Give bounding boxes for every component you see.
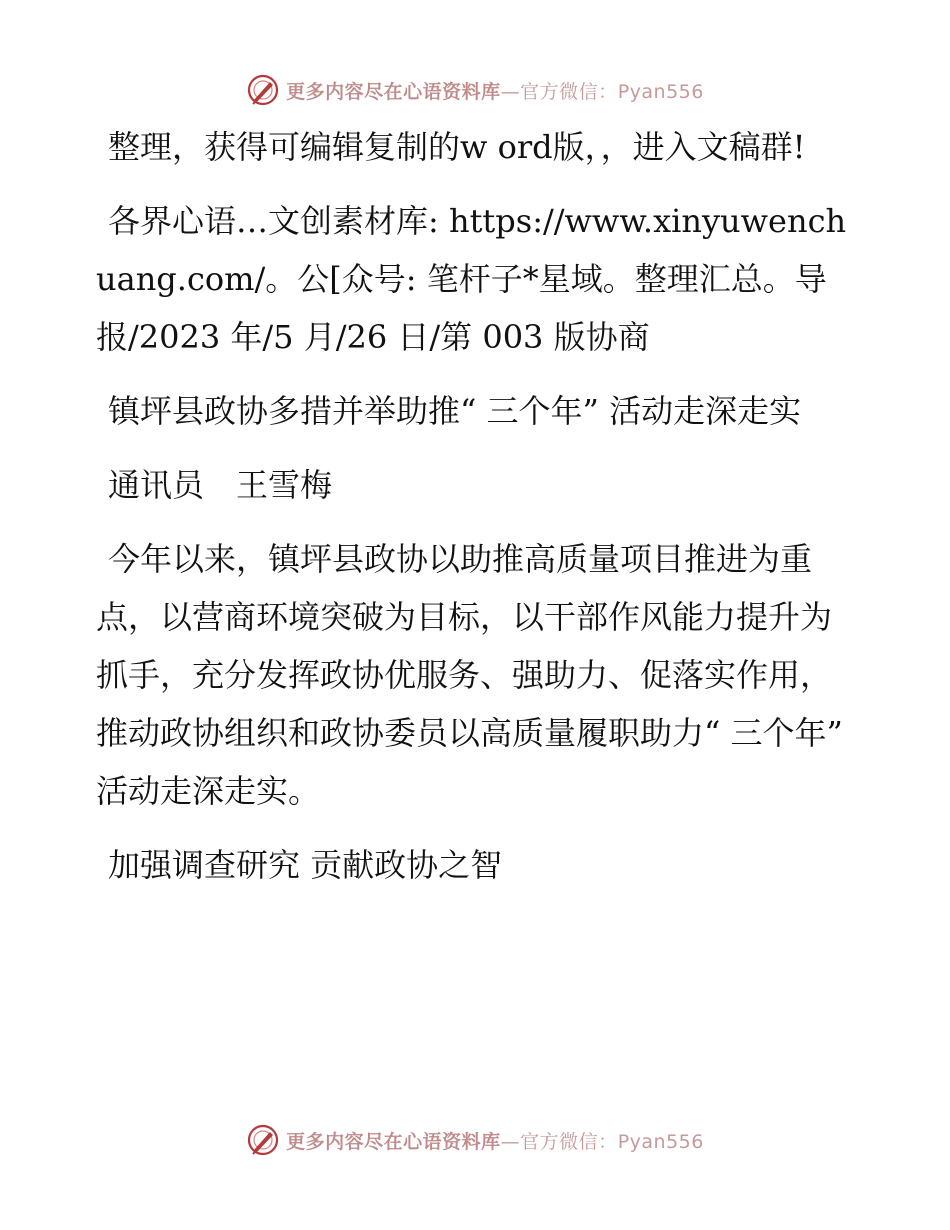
header-banner — [0, 70, 950, 110]
article-byline: 通讯员 王雪梅 — [108, 466, 333, 504]
footer-wechat-label: 官方微信： — [520, 1130, 618, 1153]
paragraph-intro-note: 整理，获得可编辑复制的w ord版，，进入文稿群! — [108, 128, 806, 166]
article-title: 镇坪县政协多措并举助推“ 三个年” 活动走深走实 — [108, 392, 802, 430]
footer-banner — [0, 1120, 950, 1160]
header-brand-text: 更多内容尽在心语资料库 — [286, 80, 501, 103]
header-wechat-label: 官方微信： — [520, 80, 618, 103]
header-banner-text — [286, 77, 704, 104]
section-heading: 加强调查研究 贡献政协之智 — [108, 846, 503, 884]
footer-separator: — — [500, 1130, 521, 1153]
footer-banner-text — [286, 1127, 704, 1154]
quill-logo-icon — [246, 73, 280, 107]
document-body — [96, 118, 856, 910]
header-wechat-id: Pyan556 — [617, 80, 704, 103]
quill-logo-icon — [246, 1123, 280, 1157]
article-lead-paragraph: 今年以来，镇坪县政协以助推高质量项目推进为重点，以营商环境突破为目标，以干部作风能力提升为抓手，充分发挥政协优服务、强助力、促落实作用，推动政协组织和政协委员以高质量履职助力“ 三个年” 活动走深走实。 — [96, 540, 854, 810]
header-separator: — — [500, 80, 521, 103]
paragraph-source-info: 各界心语…文创素材库: https://www.xinyuwenchuang.com/。公[众号: 笔杆子*星域。整理汇总。导报/2023 年/5 月/26 日/第 003 版协商 — [96, 202, 847, 356]
footer-brand-text: 更多内容尽在心语资料库 — [286, 1130, 501, 1153]
footer-wechat-id: Pyan556 — [617, 1130, 704, 1153]
